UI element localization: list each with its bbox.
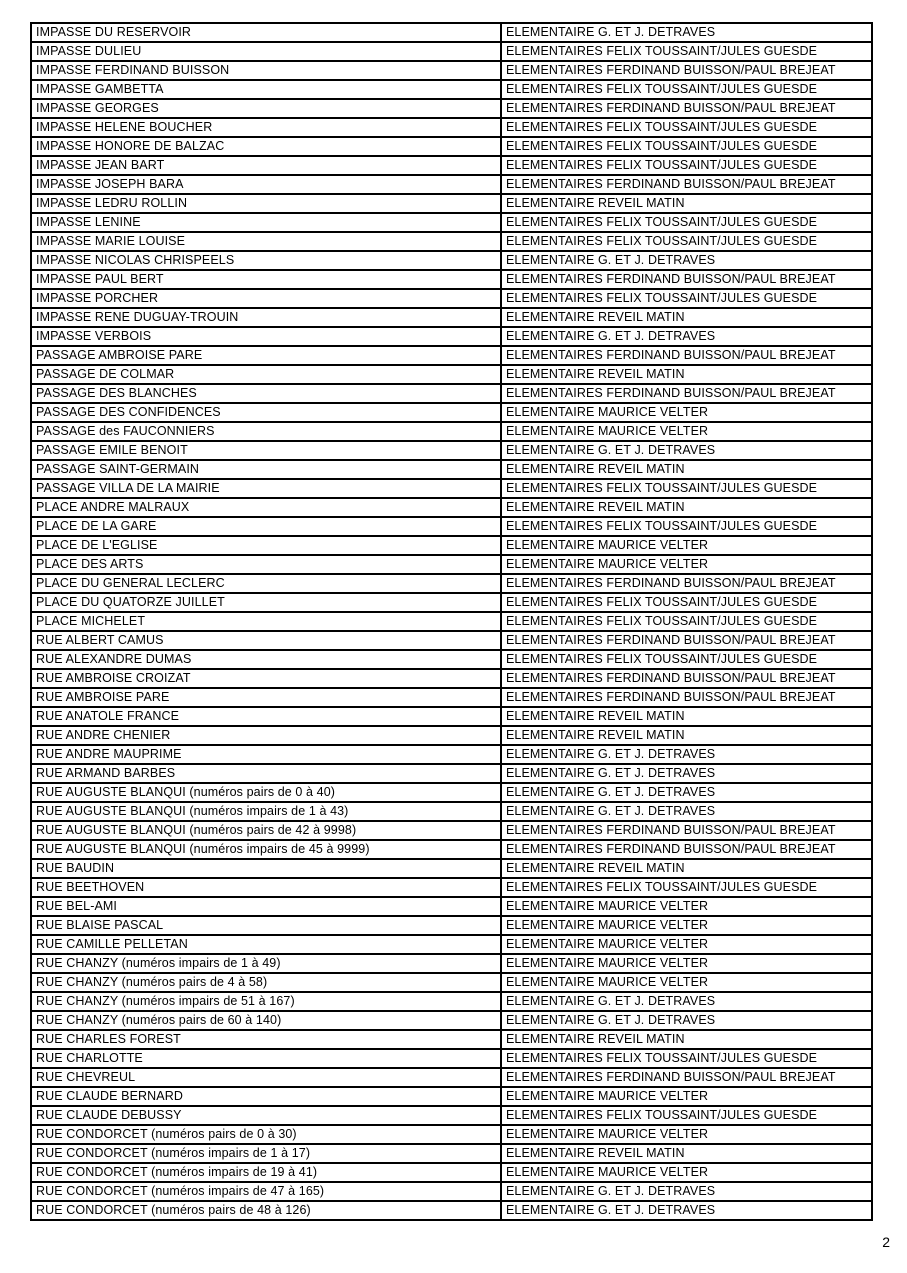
school-cell: ELEMENTAIRES FERDINAND BUISSON/PAUL BREJEAT	[501, 99, 872, 118]
table-row	[31, 1049, 872, 1068]
school-cell: ELEMENTAIRES FELIX TOUSSAINT/JULES GUESDE	[501, 593, 872, 612]
street-cell: IMPASSE GAMBETTA	[31, 80, 501, 99]
school-cell: ELEMENTAIRES FERDINAND BUISSON/PAUL BREJEAT	[501, 631, 872, 650]
school-cell: ELEMENTAIRE MAURICE VELTER	[501, 1087, 872, 1106]
school-cell: ELEMENTAIRE G. ET J. DETRAVES	[501, 1011, 872, 1030]
street-school-assignment-table	[30, 22, 873, 1221]
school-cell: ELEMENTAIRES FERDINAND BUISSON/PAUL BREJEAT	[501, 270, 872, 289]
school-cell: ELEMENTAIRE G. ET J. DETRAVES	[501, 251, 872, 270]
school-cell: ELEMENTAIRE G. ET J. DETRAVES	[501, 327, 872, 346]
street-cell: RUE CONDORCET (numéros impairs de 1 à 17)	[31, 1144, 501, 1163]
street-cell: IMPASSE GEORGES	[31, 99, 501, 118]
table-row	[31, 973, 872, 992]
school-cell: ELEMENTAIRE G. ET J. DETRAVES	[501, 1201, 872, 1220]
street-cell: IMPASSE NICOLAS CHRISPEELS	[31, 251, 501, 270]
street-cell: IMPASSE LENINE	[31, 213, 501, 232]
school-cell: ELEMENTAIRE REVEIL MATIN	[501, 194, 872, 213]
street-cell: PLACE DE LA GARE	[31, 517, 501, 536]
table-row	[31, 61, 872, 80]
table-row	[31, 726, 872, 745]
school-cell: ELEMENTAIRES FERDINAND BUISSON/PAUL BREJEAT	[501, 840, 872, 859]
assignment-table-body	[31, 23, 872, 1220]
table-row	[31, 783, 872, 802]
street-cell: RUE CHANZY (numéros pairs de 4 à 58)	[31, 973, 501, 992]
school-cell: ELEMENTAIRE REVEIL MATIN	[501, 1030, 872, 1049]
table-row	[31, 327, 872, 346]
school-cell: ELEMENTAIRES FELIX TOUSSAINT/JULES GUESDE	[501, 1106, 872, 1125]
school-cell: ELEMENTAIRES FELIX TOUSSAINT/JULES GUESDE	[501, 479, 872, 498]
table-row	[31, 403, 872, 422]
school-cell: ELEMENTAIRES FERDINAND BUISSON/PAUL BREJEAT	[501, 1068, 872, 1087]
street-cell: IMPASSE DULIEU	[31, 42, 501, 61]
street-cell: IMPASSE RENE DUGUAY-TROUIN	[31, 308, 501, 327]
school-cell: ELEMENTAIRE G. ET J. DETRAVES	[501, 764, 872, 783]
street-cell: PLACE MICHELET	[31, 612, 501, 631]
school-cell: ELEMENTAIRE MAURICE VELTER	[501, 935, 872, 954]
street-cell: RUE CHEVREUL	[31, 1068, 501, 1087]
table-row	[31, 365, 872, 384]
street-cell: RUE AUGUSTE BLANQUI (numéros impairs de 45 à 9999)	[31, 840, 501, 859]
school-cell: ELEMENTAIRES FERDINAND BUISSON/PAUL BREJEAT	[501, 384, 872, 403]
school-cell: ELEMENTAIRES FERDINAND BUISSON/PAUL BREJEAT	[501, 61, 872, 80]
school-cell: ELEMENTAIRES FELIX TOUSSAINT/JULES GUESDE	[501, 517, 872, 536]
school-cell: ELEMENTAIRE MAURICE VELTER	[501, 536, 872, 555]
street-cell: IMPASSE MARIE LOUISE	[31, 232, 501, 251]
street-cell: IMPASSE JOSEPH BARA	[31, 175, 501, 194]
table-row	[31, 1087, 872, 1106]
street-cell: PLACE ANDRE MALRAUX	[31, 498, 501, 517]
table-row	[31, 137, 872, 156]
table-row	[31, 251, 872, 270]
school-cell: ELEMENTAIRES FELIX TOUSSAINT/JULES GUESDE	[501, 137, 872, 156]
table-row	[31, 441, 872, 460]
school-cell: ELEMENTAIRES FELIX TOUSSAINT/JULES GUESDE	[501, 1049, 872, 1068]
street-cell: RUE AMBROISE CROIZAT	[31, 669, 501, 688]
street-cell: IMPASSE HELENE BOUCHER	[31, 118, 501, 137]
street-cell: RUE AUGUSTE BLANQUI (numéros impairs de 1 à 43)	[31, 802, 501, 821]
street-cell: RUE BAUDIN	[31, 859, 501, 878]
street-cell: RUE CLAUDE BERNARD	[31, 1087, 501, 1106]
table-row	[31, 992, 872, 1011]
school-cell: ELEMENTAIRE REVEIL MATIN	[501, 460, 872, 479]
table-row	[31, 479, 872, 498]
school-cell: ELEMENTAIRES FELIX TOUSSAINT/JULES GUESDE	[501, 878, 872, 897]
table-row	[31, 954, 872, 973]
street-cell: PASSAGE DES CONFIDENCES	[31, 403, 501, 422]
table-row	[31, 840, 872, 859]
table-row	[31, 175, 872, 194]
street-cell: PLACE DU GENERAL LECLERC	[31, 574, 501, 593]
street-cell: RUE CONDORCET (numéros pairs de 48 à 126)	[31, 1201, 501, 1220]
table-row	[31, 935, 872, 954]
school-cell: ELEMENTAIRE G. ET J. DETRAVES	[501, 441, 872, 460]
school-cell: ELEMENTAIRE MAURICE VELTER	[501, 1125, 872, 1144]
street-cell: RUE CONDORCET (numéros impairs de 47 à 165)	[31, 1182, 501, 1201]
school-cell: ELEMENTAIRE REVEIL MATIN	[501, 859, 872, 878]
school-cell: ELEMENTAIRES FELIX TOUSSAINT/JULES GUESDE	[501, 156, 872, 175]
table-row	[31, 80, 872, 99]
table-row	[31, 878, 872, 897]
table-row	[31, 802, 872, 821]
school-cell: ELEMENTAIRE G. ET J. DETRAVES	[501, 783, 872, 802]
street-cell: RUE CONDORCET (numéros impairs de 19 à 41)	[31, 1163, 501, 1182]
table-row	[31, 612, 872, 631]
school-cell: ELEMENTAIRE G. ET J. DETRAVES	[501, 802, 872, 821]
table-row	[31, 897, 872, 916]
table-row	[31, 517, 872, 536]
street-cell: RUE ANATOLE FRANCE	[31, 707, 501, 726]
school-cell: ELEMENTAIRES FERDINAND BUISSON/PAUL BREJEAT	[501, 574, 872, 593]
table-row	[31, 1201, 872, 1220]
school-cell: ELEMENTAIRE G. ET J. DETRAVES	[501, 23, 872, 42]
school-cell: ELEMENTAIRE REVEIL MATIN	[501, 1144, 872, 1163]
street-cell: RUE ALEXANDRE DUMAS	[31, 650, 501, 669]
table-row	[31, 574, 872, 593]
street-cell: IMPASSE VERBOIS	[31, 327, 501, 346]
table-row	[31, 213, 872, 232]
school-cell: ELEMENTAIRE MAURICE VELTER	[501, 403, 872, 422]
street-cell: PASSAGE SAINT-GERMAIN	[31, 460, 501, 479]
table-row	[31, 289, 872, 308]
street-cell: PASSAGE AMBROISE PARE	[31, 346, 501, 365]
table-row	[31, 1125, 872, 1144]
school-cell: ELEMENTAIRE G. ET J. DETRAVES	[501, 745, 872, 764]
table-row	[31, 536, 872, 555]
table-row	[31, 669, 872, 688]
table-row	[31, 422, 872, 441]
street-cell: RUE CHARLES FOREST	[31, 1030, 501, 1049]
school-cell: ELEMENTAIRES FELIX TOUSSAINT/JULES GUESDE	[501, 118, 872, 137]
street-cell: IMPASSE FERDINAND BUISSON	[31, 61, 501, 80]
school-cell: ELEMENTAIRE MAURICE VELTER	[501, 897, 872, 916]
school-cell: ELEMENTAIRES FERDINAND BUISSON/PAUL BREJEAT	[501, 175, 872, 194]
table-row	[31, 707, 872, 726]
school-cell: ELEMENTAIRE MAURICE VELTER	[501, 555, 872, 574]
street-cell: IMPASSE PORCHER	[31, 289, 501, 308]
school-cell: ELEMENTAIRES FELIX TOUSSAINT/JULES GUESDE	[501, 232, 872, 251]
school-cell: ELEMENTAIRES FERDINAND BUISSON/PAUL BREJEAT	[501, 346, 872, 365]
street-cell: RUE ARMAND BARBES	[31, 764, 501, 783]
table-row	[31, 346, 872, 365]
table-row	[31, 916, 872, 935]
street-cell: RUE AUGUSTE BLANQUI (numéros pairs de 42 à 9998)	[31, 821, 501, 840]
table-row	[31, 859, 872, 878]
school-cell: ELEMENTAIRES FELIX TOUSSAINT/JULES GUESDE	[501, 289, 872, 308]
page-number: 2	[882, 1234, 890, 1250]
school-cell: ELEMENTAIRES FELIX TOUSSAINT/JULES GUESDE	[501, 80, 872, 99]
table-row	[31, 23, 872, 42]
street-cell: PASSAGE VILLA DE LA MAIRIE	[31, 479, 501, 498]
street-cell: IMPASSE JEAN BART	[31, 156, 501, 175]
school-cell: ELEMENTAIRES FERDINAND BUISSON/PAUL BREJEAT	[501, 821, 872, 840]
table-row	[31, 631, 872, 650]
street-cell: RUE ALBERT CAMUS	[31, 631, 501, 650]
table-row	[31, 745, 872, 764]
table-row	[31, 1011, 872, 1030]
street-cell: RUE CHANZY (numéros impairs de 1 à 49)	[31, 954, 501, 973]
table-row	[31, 118, 872, 137]
street-cell: PASSAGE DE COLMAR	[31, 365, 501, 384]
street-cell: PLACE DE L'EGLISE	[31, 536, 501, 555]
table-row	[31, 593, 872, 612]
street-cell: IMPASSE DU RESERVOIR	[31, 23, 501, 42]
table-row	[31, 460, 872, 479]
table-row	[31, 1163, 872, 1182]
street-cell: PASSAGE des FAUCONNIERS	[31, 422, 501, 441]
school-cell: ELEMENTAIRES FELIX TOUSSAINT/JULES GUESDE	[501, 213, 872, 232]
table-row	[31, 821, 872, 840]
street-cell: IMPASSE LEDRU ROLLIN	[31, 194, 501, 213]
street-cell: RUE CHANZY (numéros pairs de 60 à 140)	[31, 1011, 501, 1030]
street-cell: IMPASSE HONORE DE BALZAC	[31, 137, 501, 156]
table-row	[31, 308, 872, 327]
school-cell: ELEMENTAIRE REVEIL MATIN	[501, 707, 872, 726]
table-row	[31, 555, 872, 574]
street-cell: IMPASSE PAUL BERT	[31, 270, 501, 289]
street-cell: RUE ANDRE MAUPRIME	[31, 745, 501, 764]
table-row	[31, 99, 872, 118]
table-row	[31, 1144, 872, 1163]
street-cell: PASSAGE EMILE BENOIT	[31, 441, 501, 460]
street-cell: RUE CONDORCET (numéros pairs de 0 à 30)	[31, 1125, 501, 1144]
street-cell: RUE ANDRE CHENIER	[31, 726, 501, 745]
street-cell: RUE BEL-AMI	[31, 897, 501, 916]
school-cell: ELEMENTAIRE MAURICE VELTER	[501, 954, 872, 973]
school-cell: ELEMENTAIRE MAURICE VELTER	[501, 973, 872, 992]
street-cell: RUE BEETHOVEN	[31, 878, 501, 897]
school-cell: ELEMENTAIRE REVEIL MATIN	[501, 726, 872, 745]
street-cell: RUE CLAUDE DEBUSSY	[31, 1106, 501, 1125]
school-cell: ELEMENTAIRES FELIX TOUSSAINT/JULES GUESDE	[501, 42, 872, 61]
street-cell: RUE AUGUSTE BLANQUI (numéros pairs de 0 à 40)	[31, 783, 501, 802]
school-cell: ELEMENTAIRE REVEIL MATIN	[501, 308, 872, 327]
school-cell: ELEMENTAIRE REVEIL MATIN	[501, 365, 872, 384]
school-cell: ELEMENTAIRE REVEIL MATIN	[501, 498, 872, 517]
table-row	[31, 384, 872, 403]
street-cell: RUE BLAISE PASCAL	[31, 916, 501, 935]
table-row	[31, 1182, 872, 1201]
table-row	[31, 1068, 872, 1087]
table-row	[31, 156, 872, 175]
table-row	[31, 232, 872, 251]
street-cell: PLACE DES ARTS	[31, 555, 501, 574]
table-row	[31, 688, 872, 707]
table-row	[31, 42, 872, 61]
table-row	[31, 194, 872, 213]
school-cell: ELEMENTAIRES FERDINAND BUISSON/PAUL BREJEAT	[501, 688, 872, 707]
street-cell: PLACE DU QUATORZE JUILLET	[31, 593, 501, 612]
school-cell: ELEMENTAIRES FELIX TOUSSAINT/JULES GUESDE	[501, 650, 872, 669]
street-cell: RUE CAMILLE PELLETAN	[31, 935, 501, 954]
school-cell: ELEMENTAIRES FERDINAND BUISSON/PAUL BREJEAT	[501, 669, 872, 688]
school-cell: ELEMENTAIRES FELIX TOUSSAINT/JULES GUESDE	[501, 612, 872, 631]
street-cell: RUE AMBROISE PARE	[31, 688, 501, 707]
table-row	[31, 498, 872, 517]
table-row	[31, 650, 872, 669]
street-cell: RUE CHARLOTTE	[31, 1049, 501, 1068]
school-cell: ELEMENTAIRE MAURICE VELTER	[501, 916, 872, 935]
school-cell: ELEMENTAIRE G. ET J. DETRAVES	[501, 992, 872, 1011]
school-cell: ELEMENTAIRE MAURICE VELTER	[501, 422, 872, 441]
school-cell: ELEMENTAIRE G. ET J. DETRAVES	[501, 1182, 872, 1201]
table-row	[31, 1030, 872, 1049]
table-row	[31, 270, 872, 289]
school-cell: ELEMENTAIRE MAURICE VELTER	[501, 1163, 872, 1182]
street-cell: RUE CHANZY (numéros impairs de 51 à 167)	[31, 992, 501, 1011]
street-cell: PASSAGE DES BLANCHES	[31, 384, 501, 403]
table-row	[31, 1106, 872, 1125]
table-row	[31, 764, 872, 783]
